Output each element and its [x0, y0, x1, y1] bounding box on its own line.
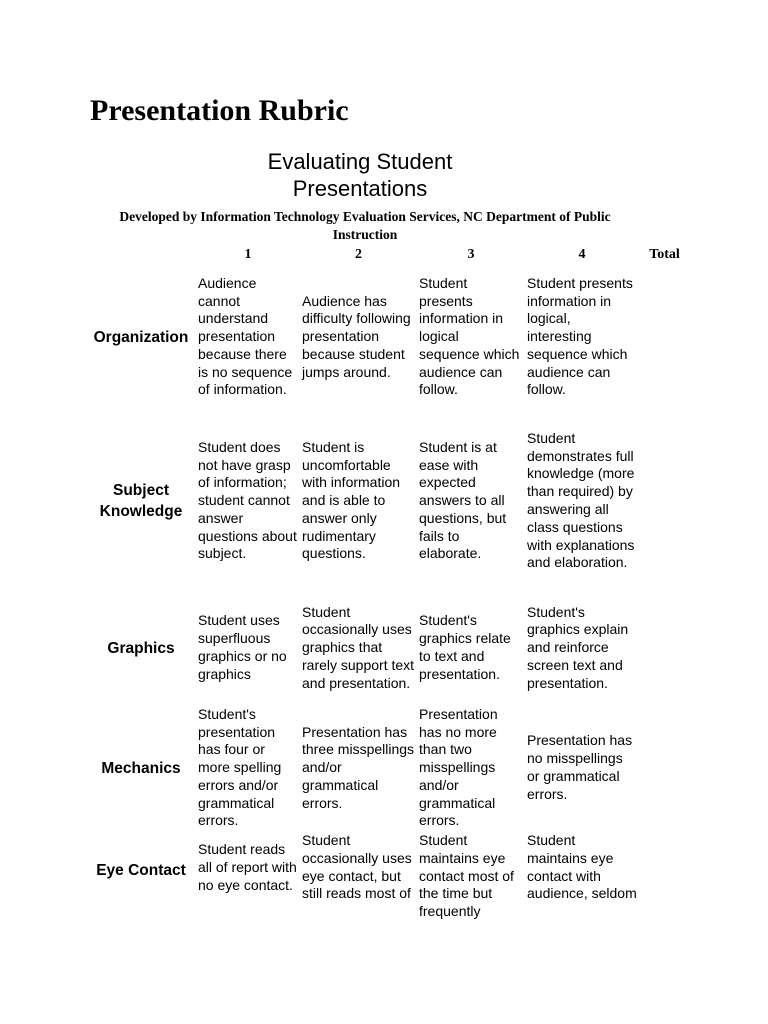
score-3-cell: Presentation has no more than two misspellings and/or grammatical errors.	[419, 705, 498, 829]
total-cell	[639, 264, 690, 410]
score-2-cell: Student occasionally uses graphics that rarely support text and presentation.	[302, 603, 415, 691]
score-1-cell: Student does not have grasp of information; student cannot answer questions about subject.	[198, 438, 297, 562]
score-2-cell: Audience has difficulty following presentation because student jumps around.	[302, 292, 411, 380]
total-cell	[639, 704, 690, 832]
rubric-table	[86, 246, 690, 924]
page-title: Presentation Rubric	[90, 94, 349, 127]
header-score-1: 1	[244, 247, 252, 262]
score-4-cell: Student maintains eye contact with audience, seldom	[527, 832, 637, 902]
score-1-cell: Student's presentation has four or more spelling errors and/or grammatical errors.	[198, 705, 282, 829]
header-total: Total	[649, 247, 680, 262]
criterion-label: Subject Knowledge	[99, 482, 183, 520]
rubric-row-mechanics	[86, 704, 690, 832]
score-3-cell: Student's graphics relate to text and presentation.	[419, 612, 511, 682]
rubric-row-organization	[86, 264, 690, 410]
score-2-cell: Presentation has three misspellings and/or grammatical errors.	[302, 723, 415, 811]
criterion-label: Graphics	[107, 639, 175, 657]
score-3-cell: Student presents information in logical sequence which audience can follow.	[419, 274, 520, 398]
criterion-label: Mechanics	[101, 759, 181, 777]
header-criterion	[86, 246, 196, 264]
criterion-label: Eye Contact	[96, 862, 186, 879]
developed-by-note: Developed by Information Technology Evaluation Services, NC Department of Public Instruction	[119, 209, 611, 242]
criterion-label: Organization	[93, 328, 189, 346]
score-1-cell: Student uses superfluous graphics or no graphics	[198, 612, 287, 682]
header-score-4: 4	[578, 247, 586, 262]
total-cell	[639, 592, 690, 704]
rubric-row-subject-knowledge	[86, 410, 690, 592]
header-score-2: 2	[355, 247, 362, 262]
rubric-row-graphics	[86, 592, 690, 704]
score-2-cell: Student is uncomfortable with information and is able to answer only rudimentary questions.	[302, 438, 401, 562]
score-4-cell: Student's graphics explain and reinforce screen text and presentation.	[527, 603, 629, 691]
header-score-3: 3	[467, 247, 475, 262]
score-2-cell: Student occasionally uses eye contact, but still reads most of	[302, 832, 412, 902]
score-3-cell: Student is at ease with expected answers to all questions, but fails to elaborate.	[419, 438, 507, 562]
score-1-cell: Audience cannot understand presentation because there is no sequence of information.	[198, 274, 293, 398]
score-1-cell: Student reads all of report with no eye contact.	[198, 841, 297, 893]
score-4-cell: Student presents information in logical, interesting sequence which audience can follow.	[527, 274, 633, 398]
total-cell	[639, 832, 690, 924]
page-subtitle: Evaluating Student Presentations	[267, 149, 453, 201]
total-cell	[639, 410, 690, 592]
rubric-row-eye-contact	[86, 832, 690, 924]
score-3-cell: Student maintains eye contact most of the time but frequently	[419, 832, 514, 920]
header-row	[86, 246, 690, 264]
score-4-cell: Student demonstrates full knowledge (more than required) by answering all class questions with explanations and elaboration.	[527, 429, 635, 571]
score-4-cell: Presentation has no misspellings or grammatical errors.	[527, 732, 633, 802]
